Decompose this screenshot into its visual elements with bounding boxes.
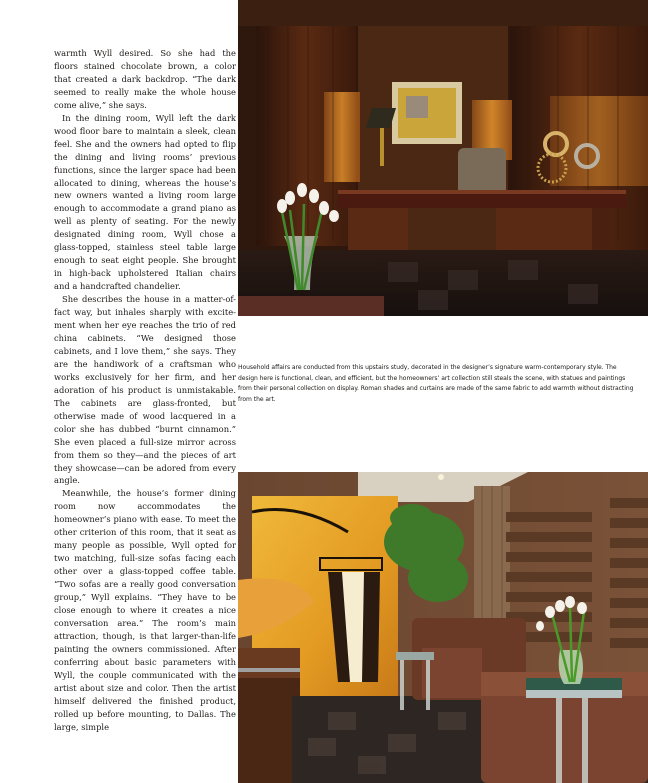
article-column <box>54 47 236 734</box>
sitting-room-photo <box>238 472 648 783</box>
study-photo-illustration <box>238 0 648 316</box>
article-paragraph-4: Meanwhile, the house’s former dining room now accommodates the homeowner’s piano with ease. To meet the other criterion of this room, that it seat as many people as possible, Wyll opted for two matching, full-size sofas facing each other over a glass-topped coffee table. “Two sofas are a really good conversation group,” Wyll explains. “They have to be close enough to where it creates a nice conversation area.” The room’s main attraction, though, is that larger-than-life painting the owners commissioned. After conferring about basic parameters with Wyll, the couple communicated with the artist about size and color. Then the artist himself delivered the finished product, rolled up before mounting, to Dallas. The large, simple <box>54 488 236 732</box>
study-photo <box>238 0 648 316</box>
article-paragraph-2: In the dining room, Wyll left the dark wood floor bare to maintain a sleek, clean feel. She and the owners had opted to flip the dining and living rooms’ previous functions, since the larger space had been allocated to dining, whereas the house’s new owners wanted a living room large enough to accommodate a grand piano as well as plenty of seating. For the newly designated dining room, Wyll chose a glass-topped, stainless steel table large enough to seat eight people. She brought in high-back upholstered Italian chairs and a handcrafted chandelier. <box>54 112 236 292</box>
article-paragraph-1: warmth Wyll desired. So she had the floors stained chocolate brown, a color that created a dark backdrop. “The dark seemed to really make the whole house come alive,” she says. <box>54 48 236 110</box>
article-paragraph-3: She describes the house in a matter-of-fact way, but inhales sharply with excitement when her eye reaches the trio of red china cabinets. “We designed those cabinets, and I love them,” she says. They are the handiwork of a craftsman who works exclusively for her firm, and her adoration of his product is unmistakable. The cabinets are glass-fronted, but otherwise made of wood lacquered in a color she has dubbed “burnt cinnamon.” She even placed a full-size mirror across from them so they—and the pieces of art they showcase—can be adored from every angle. <box>54 294 236 486</box>
sitting-room-photo-illustration <box>238 472 648 783</box>
photo-caption: Household affairs are conducted from this upstairs study, decorated in the designer’s signature warm-contemporary style. The design here is functional, clean, and efficient, but the homeowners’ art collection still steals the scene, with statues and paintings from their personal collection on display. Roman shades and curtains are made of the same fabric to add warmth without distracting from the art. <box>238 364 634 403</box>
